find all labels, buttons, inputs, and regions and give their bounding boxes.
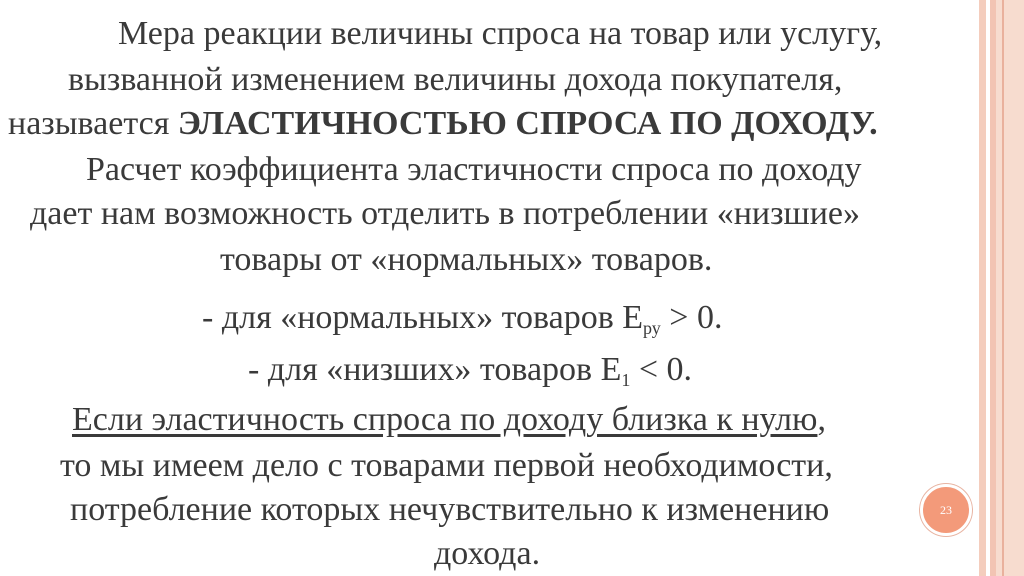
conclusion-line-3: потребление которых нечувствительно к изменению: [70, 491, 830, 528]
decor-stripe: [1002, 0, 1004, 576]
conclusion-line-4: дохода.: [434, 535, 541, 572]
normal-goods-subscript: ру: [643, 318, 661, 338]
term-income-elasticity: ЭЛАСТИЧНОСТЬЮ СПРОСА ПО ДОХОДУ.: [177, 105, 878, 142]
conclusion-line-2: то мы имеем дело с товарами первой необходимости,: [60, 447, 833, 484]
normal-goods-prefix: - для «нормальных» товаров E: [202, 299, 644, 336]
conclusion-comma: ,: [817, 401, 826, 438]
definition-line-2: вызванной изменением величины дохода покупателя,: [68, 61, 843, 98]
inferior-goods-condition: [248, 350, 692, 390]
calc-line-3: товары от «нормальных» товаров.: [220, 241, 713, 278]
inferior-goods-prefix: - для «низших» товаров E: [248, 351, 622, 388]
inferior-goods-subscript: 1: [621, 370, 631, 390]
definition-line-3: [8, 104, 878, 144]
inferior-goods-suffix: < 0.: [630, 351, 693, 388]
definition-line-1: Мера реакции величины спроса на товар или услугу,: [118, 15, 883, 52]
normal-goods-condition: [202, 298, 722, 338]
slide-number: 23: [940, 502, 952, 517]
definition-prefix: называется: [8, 105, 178, 142]
normal-goods-suffix: > 0.: [660, 299, 723, 336]
calc-line-2: дает нам возможность отделить в потреблении «низшие»: [30, 195, 860, 232]
decor-stripe: [996, 0, 1024, 576]
conclusion-line-1: [72, 400, 826, 440]
calc-line-1: Расчет коэффициента эластичности спроса по доходу: [86, 151, 862, 188]
conclusion-underlined: Если эластичность спроса по доходу близка к нулю: [72, 401, 818, 438]
slide-number-badge: [920, 484, 972, 536]
